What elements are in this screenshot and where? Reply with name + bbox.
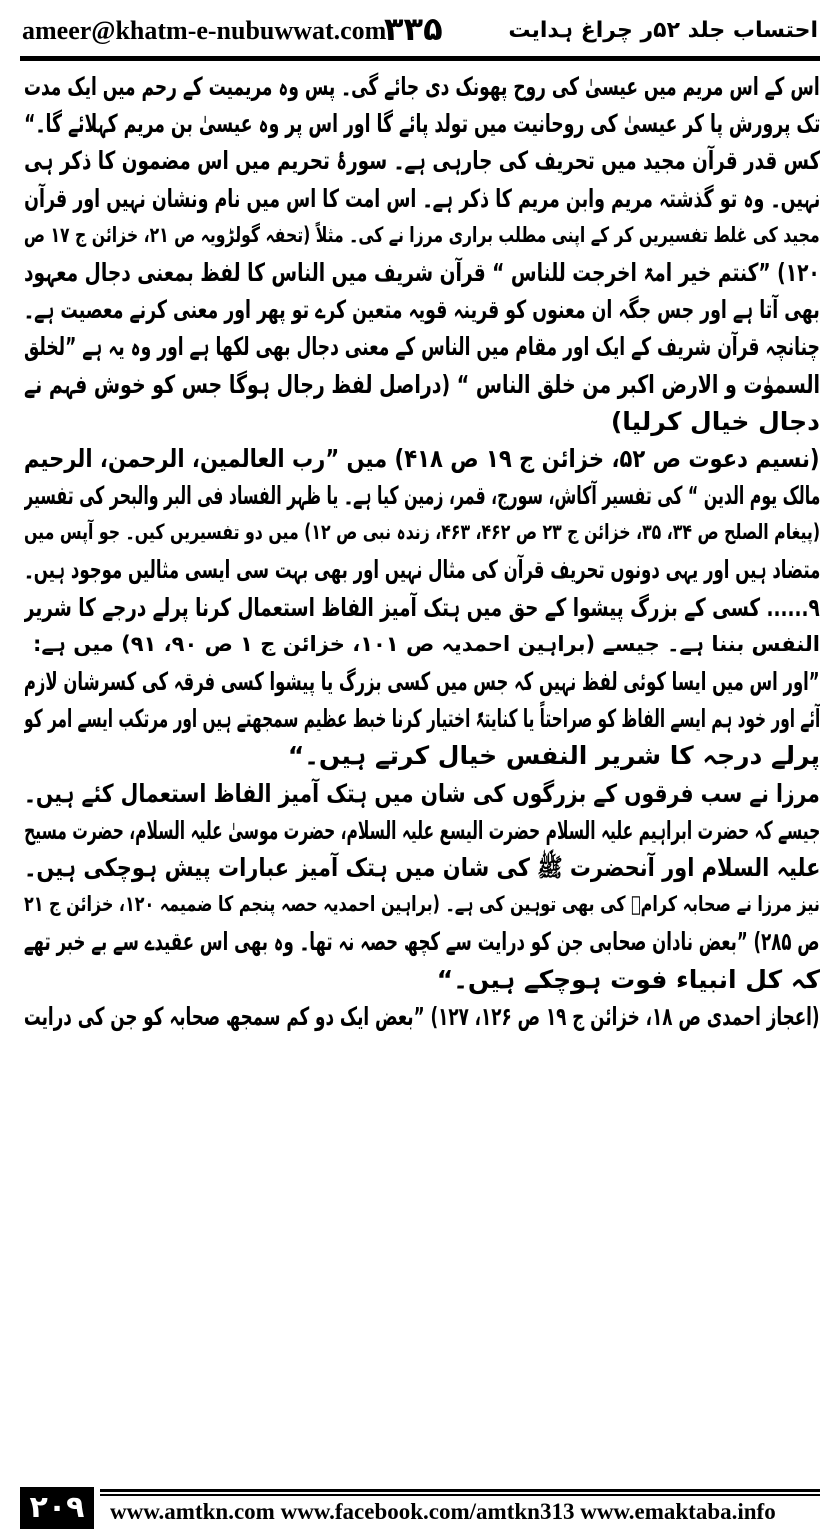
text-line: چنانچہ قرآن شریف کے ایک اور مقام میں الناس کے معنی دجال بھی لکھا ہے اور وہ یہ ہے ”لخلق — [24, 332, 820, 362]
footer-links: www.amtkn.com www.facebook.com/amtkn313 www.emaktaba.info — [110, 1499, 776, 1524]
text-line: النفس بننا ہے۔ جیسے (براہین احمدیہ ص ۱۰۱، خزائن ج ۱ ص ۹۰، ۹۱) میں ہے: — [32, 631, 820, 656]
text-line: (اعجاز احمدی ص ۱۸، خزائن ج ۱۹ ص ۱۲۶، ۱۲۷) ”بعض ایک دو کم سمجھ صحابہ کو جن کی درایت — [24, 1001, 820, 1031]
page-header — [0, 0, 840, 62]
text-line: نیز مرزا نے صحابہ کرامؓ کی بھی توہین کی ہے۔ (براہین احمدیہ حصہ پنجم کا ضمیمہ ۱۲۰، خزائن ج ۲۱ — [24, 892, 820, 917]
text-line: دجال خیال کرلیا) — [610, 406, 820, 436]
text-line: کہ کل انبیاء فوت ہوچکے ہیں۔“ — [436, 964, 820, 994]
text-line: تک پرورش پا کر عیسیٰ کی روحانیت میں تولد پائے گا اور اس پر وہ عیسیٰ بن مریم کہلائے گا۔“ — [24, 109, 820, 139]
text-line: اس کے اس مریم میں عیسیٰ کی روح پھونک دی جائے گی۔ پس وہ مریمیت کے رحم میں ایک مدت — [24, 72, 820, 101]
text-line: بھی آتا ہے اور جس جگہ ان معنوں کو قرینہ قویہ متعین کرے تو پھر اور معنی کرنے معصیت ہے۔ — [24, 295, 820, 325]
text-line: نہیں۔ وہ تو گذشتہ مریم وابن مریم کا ذکر ہے۔ اس امت کا اس میں نام ونشان نہیں اور قرآن — [24, 183, 820, 213]
text-line: جیسے کہ حضرت ابراہیم علیہ السلام حضرت الیسع علیہ السلام، حضرت موسیٰ علیہ السلام، حضرت مسیح — [24, 815, 820, 845]
text-line: (نسیم دعوت ص ۵۲، خزائن ج ۱۹ ص ۴۱۸) میں ”رب العالمین، الرحمن، الرحیم — [24, 443, 820, 473]
text-line: ۱۲۰) ”کنتم خیر امۃ اخرجت للناس “ قرآن شریف میں الناس کا لفظ بمعنی دجال معہود — [24, 257, 820, 287]
footer-rule — [100, 1489, 820, 1492]
text-line: ۹...... کسی کے بزرگ پیشوا کے حق میں ہتک آمیز الفاظ استعمال کرنا پرلے درجے کا شریر — [24, 592, 820, 622]
text-line: مالک یوم الدین “ کی تفسیر آکاش، سورج، قمر، زمین کیا ہے۔ یا ظہر الفساد فی البر والبحر کی تفسیر — [24, 481, 820, 511]
text-line: کس قدر قرآن مجید میں تحریف کی جارہی ہے۔ سورۂ تحریم میں اس مضمون کا ذکر ہی — [24, 146, 820, 176]
text-line: (پیغام الصلح ص ۳۴، ۳۵، خزائن ج ۲۳ ص ۴۶۲، ۴۶۳، زندہ نبی ص ۱۲) میں دو تفسیریں کیں۔ جو آپس میں — [24, 520, 820, 545]
footer-page-number: ۲۰۹ — [20, 1487, 94, 1529]
page-footer — [0, 1483, 840, 1540]
header-page-number: ۳۳۵ — [384, 10, 443, 48]
body-text — [24, 68, 820, 1035]
text-line: ”اور اس میں ایسا کوئی لفظ نہیں کہ جس میں کسی بزرگ یا پیشوا کسی فرقہ کی کسرشان لازم — [24, 667, 820, 696]
text-line: السموٰت و الارض اکبر من خلق الناس “ (دراصل لفظ رجال ہوگا جس کو خوش فہم نے — [24, 369, 820, 399]
header-rule — [20, 56, 820, 61]
text-line: آئے اور خود ہم ایسے الفاظ کو صراحتاً یا کنایتہً اختیار کرنا خبط عظیم سمجھتے ہیں اور مرتکب ایسے امر کو — [24, 704, 820, 734]
footer-rule-thin — [100, 1494, 820, 1496]
text-line: مرزا نے سب فرقوں کے بزرگوں کی شان میں ہتک آمیز الفاظ استعمال کئے ہیں۔ — [24, 778, 820, 808]
text-line: ص ۲۸۵) ”بعض نادان صحابی جن کو درایت سے کچھ حصہ نہ تھا۔ وہ بھی اس عقیدے سے بے خبر تھے — [24, 927, 820, 957]
header-email: ameer@khatm-e-nubuwwat.com — [22, 16, 387, 45]
header-title: احتساب جلد ۵۲ر چراغ ہدایت — [508, 18, 818, 43]
text-line: علیہ السلام اور آنحضرت ﷺ کی شان میں ہتک آمیز عبارات پیش ہوچکی ہیں۔ — [24, 852, 820, 882]
text-line: متضاد ہیں اور یہی دونوں تحریف قرآن کی مثال نہیں اور بھی بہت سی ایسی مثالیں موجود ہیں۔ — [24, 555, 820, 585]
text-line: مجید کی غلط تفسیریں کر کے اپنی مطلب براری مرزا نے کی۔ مثلاً (تحفہ گولڑویہ ص ۲۱، خزائن ج ۱۷ ص — [24, 222, 820, 247]
text-line: پرلے درجہ کا شریر النفس خیال کرتے ہیں۔“ — [287, 741, 820, 771]
